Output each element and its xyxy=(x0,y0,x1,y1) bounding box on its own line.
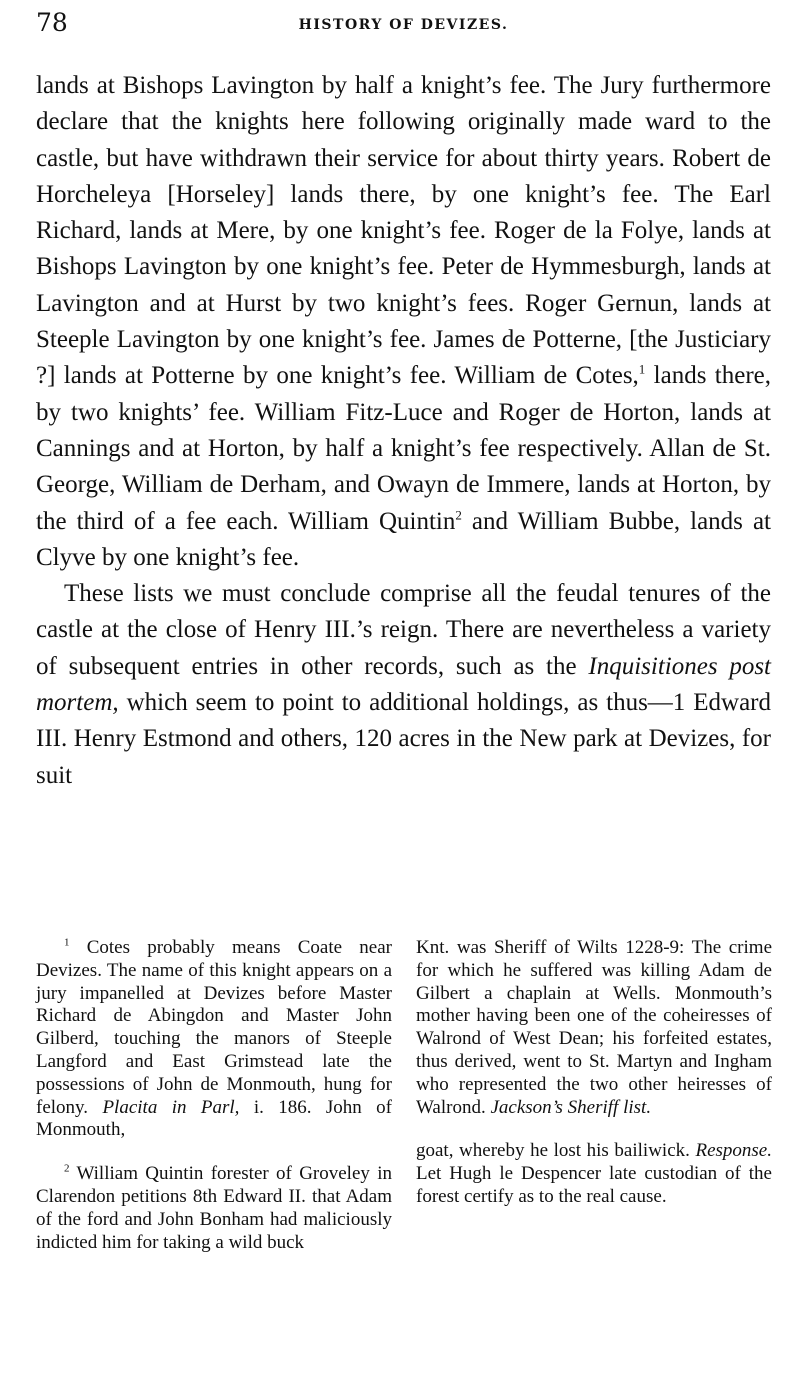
footnote-ref-1: 1 xyxy=(638,362,646,378)
footnote-1-cont-text: Knt. was Sheriff of Wilts 1228-9: The crime for which he suffered was killing Adam de Gilbert a chaplain at Wells. Monmouth’s mother having been one of the coheiresses of Walrond of West Dean; his forfeited estates, thus derived, went to St. Martyn and Ingham who represented the two other heiresses of Walrond. xyxy=(416,937,772,1118)
page-header xyxy=(36,8,771,44)
footnote-2 xyxy=(36,1163,392,1254)
footnote-1-text-end: i. 186. John of Monmouth, xyxy=(36,1096,393,1141)
footnote-2-cont-text-b: Let Hugh le Despencer late custodian of the forest certify as to the real cause. xyxy=(416,1163,772,1207)
running-head: HISTORY OF DEVIZES. xyxy=(298,17,509,33)
paragraph-1-text-c: and William Bubbe, lands at Clyve by one knight’s fee. xyxy=(36,507,771,571)
footnote-2-continued xyxy=(416,1140,772,1208)
footnote-2-marker: 2 xyxy=(64,1162,70,1175)
footnote-column-right xyxy=(416,937,772,1254)
footnote-2-cont-text-a: goat, whereby he lost his bailiwick. xyxy=(416,1140,696,1162)
footnote-2-text: William Quintin forester of Groveley in Clarendon petitions 8th Edward II. that Adam of the ford and John Bonham had maliciously indicted him for taking a wild buck xyxy=(36,1163,392,1253)
footnote-2-cont-italic: Response. xyxy=(695,1140,772,1162)
paragraph-2-italic: Inquisitiones post mortem, xyxy=(36,652,772,717)
footnote-1 xyxy=(36,937,392,1142)
paragraph-1 xyxy=(36,68,771,576)
footnote-1-marker: 1 xyxy=(64,936,70,949)
paragraph-2 xyxy=(36,576,771,794)
paragraph-1-text-b: lands there, by two knights’ fee. William Fitz-Luce and Roger de Horton, lands at Cannings and at Horton, by half a knight’s fee respectively. Allan de St. George, William de Derham, and Owayn de Immere, lands at Horton, by the third of a fee each. William Quintin xyxy=(36,362,771,535)
paragraph-2-text-b: which seem to point to additional holdings, as thus—1 Edward III. Henry Estmond and others, 120 acres in the New park at Devizes, for suit xyxy=(36,689,771,789)
footnote-1-text: Cotes probably means Coate near Devizes. The name of this knight appears on a jury impanelled at Devizes before Master Richard de Abingdon and Master John Gilberd, touching the manors of Steeple Langford and East Grimstead late the possessions of John de Monmouth, hung for felony. xyxy=(36,937,392,1118)
footnote-1-continued xyxy=(416,937,772,1119)
footnote-1-cont-citation: Jackson’s Sheriff list. xyxy=(490,1096,652,1118)
footnote-ref-2: 2 xyxy=(455,507,462,523)
footnotes xyxy=(36,937,772,1254)
footnote-column-left xyxy=(36,937,392,1254)
body-text xyxy=(36,68,771,794)
paragraph-1-text-a: lands at Bishops Lavington by half a knight’s fee. The Jury furthermore declare that the knights here following originally made ward to the castle, but have withdrawn their service for about thirty years. Robert de Horcheleya [Horseley] lands there, by one knight’s fee. The Earl Richard, lands at Mere, by one knight’s fee. Roger de la Folye, lands at Bishops Lavington by one knight’s fee. Peter de Hymmesburgh, lands at Lavington and at Hurst by two knight’s fees. Roger Gernun, lands at Steeple Lavington by one knight’s fee. James de Potterne, [the Justiciary ?] lands at Potterne by one knight’s fee. William de Cotes, xyxy=(36,72,771,390)
page-number: 78 xyxy=(36,8,68,37)
paragraph-2-text-a: These lists we must conclude comprise all the feudal tenures of the castle at the close of Henry III.’s reign. There are nevertheless a variety of subsequent entries in other records, such as the xyxy=(36,580,771,680)
footnote-1-citation: Placita in Parl, xyxy=(102,1096,240,1118)
